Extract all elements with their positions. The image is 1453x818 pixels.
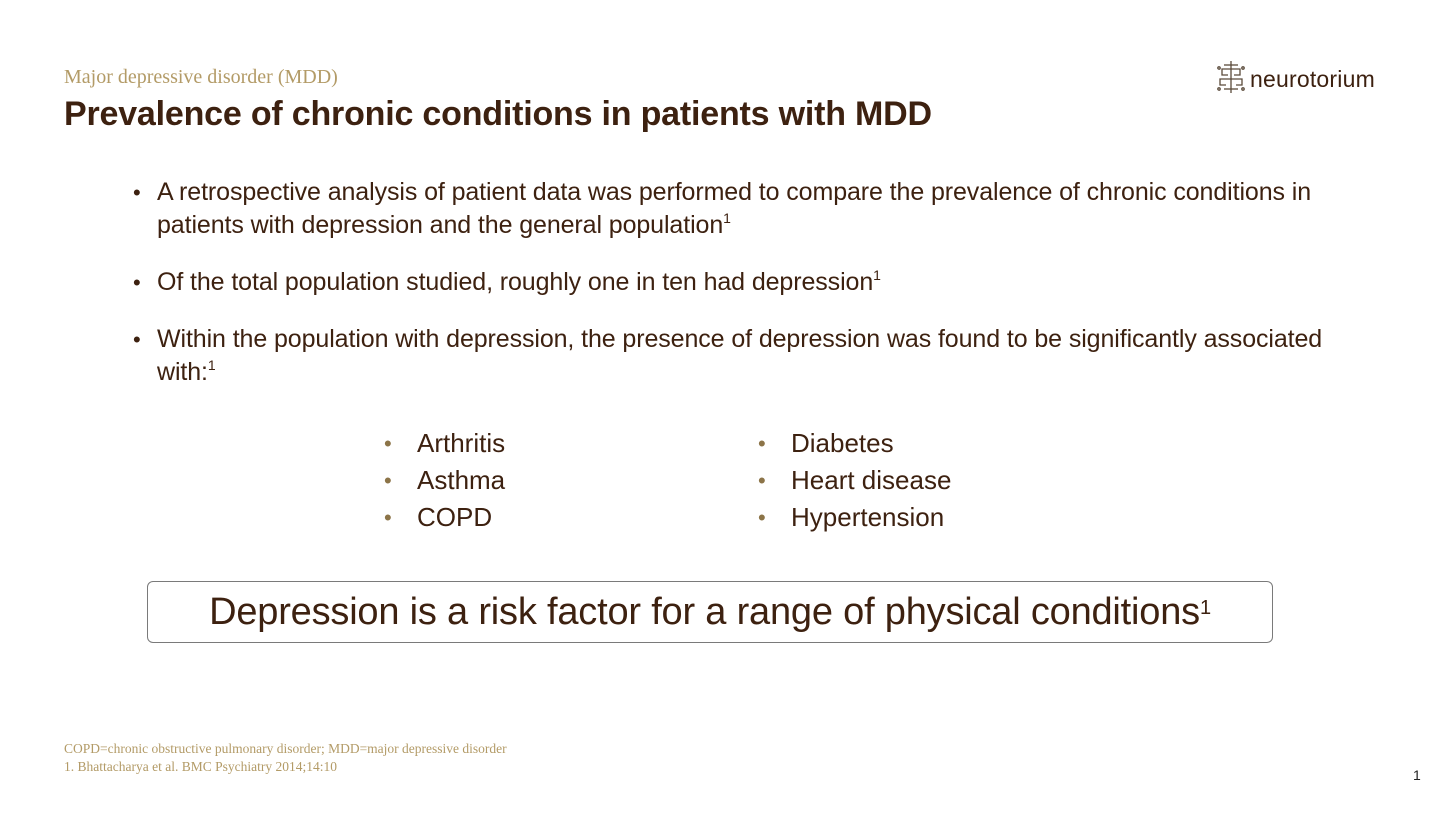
logo-text: neurotorium (1250, 65, 1375, 92)
bullet-dot-icon: • (758, 468, 766, 493)
slide-title: Prevalence of chronic conditions in patients with MDD (64, 95, 932, 133)
conditions-list-right (758, 425, 951, 536)
bullet-dot-icon: • (758, 431, 766, 456)
page-number: 1 (1413, 767, 1421, 783)
condition-item (758, 425, 951, 462)
conditions-list-left (384, 425, 505, 536)
key-message-text: Depression is a risk factor for a range of physical conditions (209, 590, 1200, 633)
condition-item (758, 462, 951, 499)
bullet-text: Of the total population studied, roughly one in ten had depression (157, 268, 874, 296)
neurotorium-logo-icon (1216, 59, 1246, 100)
section-label: Major depressive disorder (MDD) (64, 66, 338, 88)
bullet-dot-icon: • (133, 180, 141, 205)
bullet-item (133, 323, 1333, 389)
condition-label: Arthritis (417, 428, 506, 458)
condition-item (384, 425, 505, 462)
condition-label: Hypertension (791, 502, 945, 532)
condition-label: Asthma (417, 465, 506, 495)
key-message-box: Depression is a risk factor for a range of physical conditions $^1$ (147, 581, 1273, 643)
bullet-text: A retrospective analysis of patient data was performed to compare the prevalence of chronic conditions in patients with depression and the general population (157, 178, 1312, 239)
condition-item (758, 499, 951, 536)
bullet-item (133, 176, 1333, 242)
bullet-dot-icon: • (384, 468, 392, 493)
condition-item (384, 499, 505, 536)
condition-label: Heart disease (791, 465, 952, 495)
reference-marker: 1 (723, 209, 731, 226)
condition-label: Diabetes (791, 428, 894, 458)
reference-footnote: 1. Bhattacharya et al. BMC Psychiatry 2014;14:10 (64, 759, 337, 774)
bullet-item (133, 266, 1333, 299)
bullet-dot-icon: • (384, 431, 392, 456)
logo (1216, 60, 1375, 98)
reference-marker: 1 (873, 266, 881, 283)
bullet-list (133, 176, 1333, 413)
footnotes (64, 740, 507, 776)
bullet-dot-icon: • (133, 270, 141, 295)
bullet-dot-icon: • (384, 505, 392, 530)
condition-item (384, 462, 505, 499)
bullet-dot-icon: • (133, 327, 141, 352)
bullet-text: Within the population with depression, the presence of depression was found to be significantly associated with: (157, 325, 1323, 386)
bullet-dot-icon: • (758, 505, 766, 530)
condition-label: COPD (417, 502, 493, 532)
abbreviations-footnote: COPD=chronic obstructive pulmonary disorder; MDD=major depressive disorder (64, 741, 507, 756)
reference-marker: 1 (207, 356, 216, 373)
